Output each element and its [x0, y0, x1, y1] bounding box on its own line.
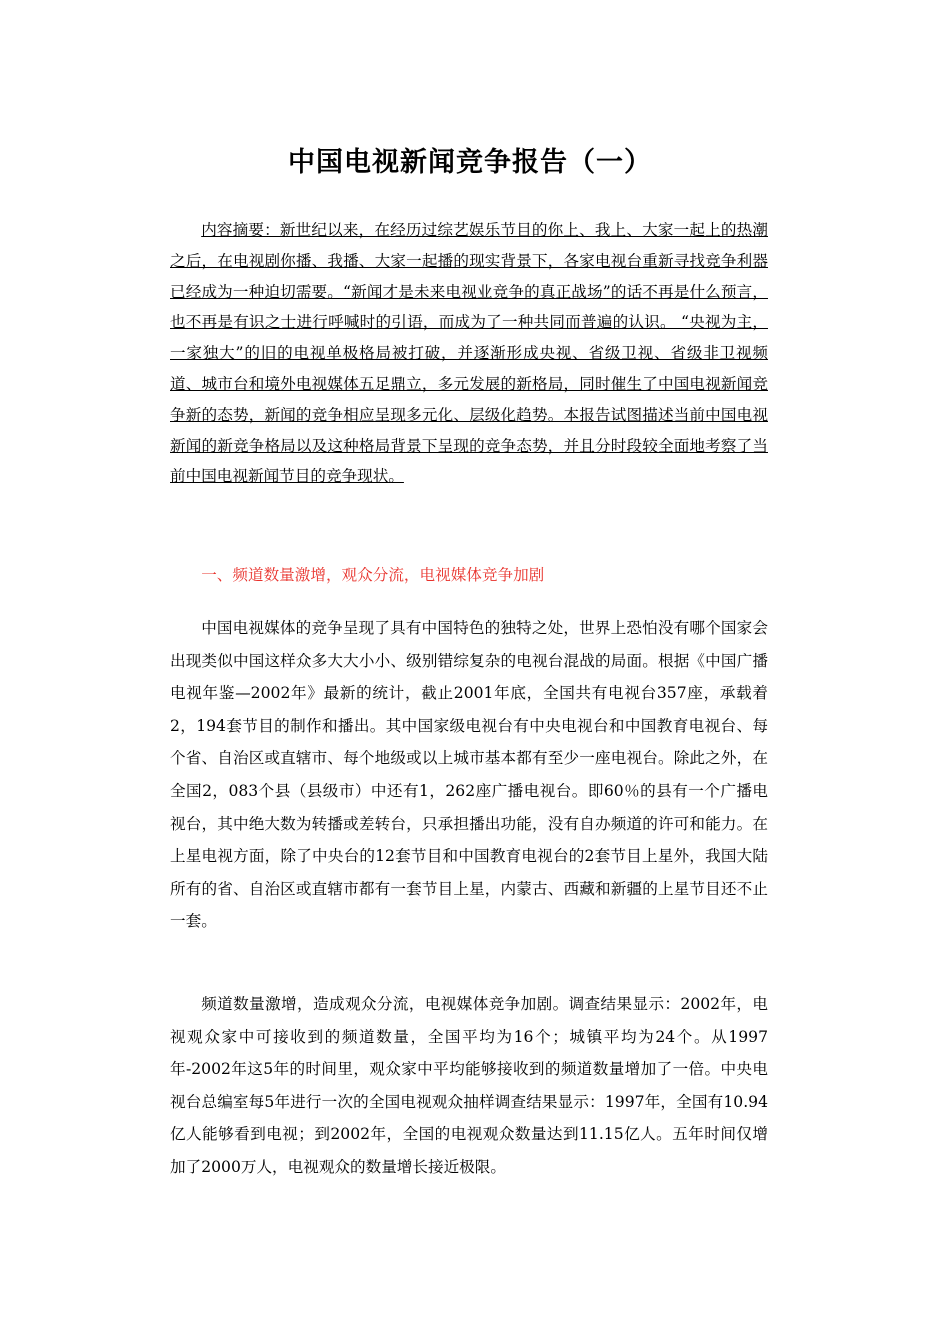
body-paragraph: 频道数量激增，造成观众分流，电视媒体竞争加剧。调查结果显示：2002年，电视观众家中可接收到的频道数量，全国平均为16个；城镇平均为24个。从1997年-2002年这5年的时间里，观众家中平均能够接收到的频道数量增加了一倍。中央电视台总编室每5年进行一次的全国电视观众抽样调查结果显示：1997年，全国有10.94亿人能够看到电视；到2002年，全国的电视观众数量达到11.15亿人。五年时间仅增加了2000万人，电视观众的数量增长接近极限。	[170, 995, 768, 1176]
abstract-paragraph: 内容摘要：新世纪以来，在经历过综艺娱乐节目的你上、我上、大家一起上的热潮之后，在电视剧你播、我播、大家一起播的现实背景下，各家电视台重新寻找竞争利器已经成为一种迫切需要。“新闻才是未来电视业竞争的真正战场”的话不再是什么预言，也不再是有识之士进行呼喊时的引语，而成为了一种共同而普遍的认识。 “央视为主，一家独大”的旧的电视单极格局被打破，并逐渐形成央视、省级卫视、省级非卫视频道、城市台和境外电视媒体五足鼎立，多元发展的新格局，同时催生了中国电视新闻竞争新的态势，新闻的竞争相应呈现多元化、层级化趋势。本报告试图描述当前中国电视新闻的新竞争格局以及这种格局背景下呈现的竞争态势，并且分时段较全面地考察了当前中国电视新闻节目的竞争现状。	[170, 221, 768, 486]
section-heading: 一、频道数量激增，观众分流，电视媒体竞争加剧	[201, 566, 545, 584]
document-title: 中国电视新闻竞争报告（一）	[288, 147, 652, 178]
body-paragraph: 中国电视媒体的竞争呈现了具有中国特色的独特之处，世界上恐怕没有哪个国家会出现类似中国这样众多大大小小、级别错综复杂的电视台混战的局面。根据《中国广播电视年鉴—2002年》最新的统计，截止2001年底，全国共有电视台357座，承载着2，194套节目的制作和播出。其中国家级电视台有中央电视台和中国教育电视台、每个省、自治区或直辖市、每个地级或以上城市基本都有至少一座电视台。除此之外，在全国2，083个县（县级市）中还有1，262座广播电视台。即60％的县有一个广播电视台，其中绝大数为转播或差转台，只承担播出功能，没有自办频道的许可和能力。在上星电视方面，除了中央台的12套节目和中国教育电视台的2套节目上星外，我国大陆所有的省、自治区或直辖市都有一套节目上星，内蒙古、西藏和新疆的上星节目还不止一套。	[170, 619, 768, 931]
